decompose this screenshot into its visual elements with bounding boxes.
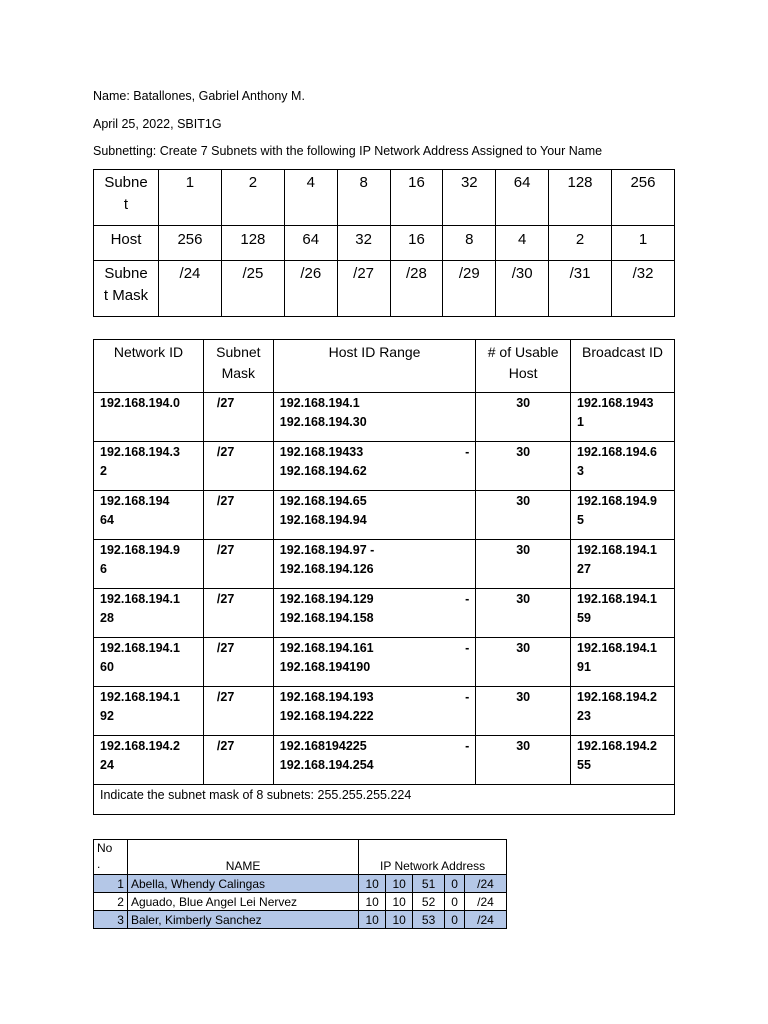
row-number: 3 — [94, 911, 128, 929]
ip-octet: 0 — [445, 893, 465, 911]
range-end: 192.168.194.222 — [279, 709, 374, 723]
subnet-mask-cell: /27 — [203, 589, 273, 638]
range-dash: - — [465, 690, 470, 704]
table-row — [94, 540, 675, 589]
value-cell: 1 — [159, 170, 222, 226]
ip-assignment-table — [93, 839, 507, 929]
value-cell: /26 — [284, 261, 337, 317]
ip-prefix: /24 — [465, 911, 507, 929]
range-dash: - — [465, 641, 470, 655]
subnet-mask-cell: /27 — [203, 540, 273, 589]
subnet-mask-cell: /27 — [203, 491, 273, 540]
range-end: 192.168.194.158 — [279, 611, 374, 625]
student-name: Aguado, Blue Angel Lei Nervez — [127, 893, 358, 911]
ip-octet: 0 — [445, 875, 465, 893]
range-start — [280, 443, 470, 462]
value-cell: 16 — [390, 226, 443, 261]
value-cell: /32 — [611, 261, 674, 317]
range-end: 192.168.194.94 — [279, 513, 367, 527]
subnet-mask-cell: /27 — [203, 736, 273, 785]
usable-host-cell: 30 — [476, 393, 571, 442]
network-id-cell: 192.168.194.0 — [94, 393, 204, 442]
range-start — [280, 394, 470, 413]
task-instruction-line: Subnetting: Create 7 Subnets with the following IP Network Address Assigned to Your Name — [93, 144, 603, 158]
table-row — [94, 491, 675, 540]
column-header: Host ID Range — [273, 340, 476, 393]
subnet-mask-cell: /27 — [203, 638, 273, 687]
table-header-row — [94, 340, 675, 393]
broadcast-id-cell: 192.168.194.2 55 — [571, 736, 675, 785]
table-row — [94, 393, 675, 442]
value-cell: /30 — [496, 261, 549, 317]
list-item — [94, 893, 507, 911]
list-item — [94, 875, 507, 893]
value-cell: 1 — [611, 226, 674, 261]
host-range-cell — [273, 393, 476, 442]
broadcast-id-cell: 192.168.194.1 27 — [571, 540, 675, 589]
address-header: IP Network Address — [359, 840, 507, 875]
value-cell: 2 — [221, 170, 284, 226]
host-range-cell — [273, 442, 476, 491]
value-cell: 64 — [496, 170, 549, 226]
value-cell: /25 — [221, 261, 284, 317]
range-start-text: 192.168.194.161 — [279, 641, 374, 655]
broadcast-id-cell: 192.168.1943 1 — [571, 393, 675, 442]
column-header: Subnet Mask — [203, 340, 273, 393]
table-footer-row — [94, 785, 675, 815]
student-name: Baler, Kimberly Sanchez — [127, 911, 358, 929]
range-end: 192.168.194.126 — [279, 562, 374, 576]
range-end: 192.168.194.254 — [279, 758, 374, 772]
host-range-cell — [273, 540, 476, 589]
ip-prefix: /24 — [465, 893, 507, 911]
ip-octet: 0 — [445, 911, 465, 929]
value-cell: 16 — [390, 170, 443, 226]
range-start — [280, 639, 470, 658]
column-header: Broadcast ID — [571, 340, 675, 393]
usable-host-cell: 30 — [476, 687, 571, 736]
broadcast-id-cell: 192.168.194.1 59 — [571, 589, 675, 638]
network-id-cell: 192.168.194.1 92 — [94, 687, 204, 736]
value-cell: 128 — [221, 226, 284, 261]
range-start — [280, 737, 470, 756]
subnet-mask-note: Indicate the subnet mask of 8 subnets: 255.255.255.224 — [94, 785, 675, 815]
subnet-reference-table — [93, 169, 675, 317]
table-row — [94, 589, 675, 638]
range-end: 192.168.194.62 — [279, 464, 367, 478]
usable-host-cell: 30 — [476, 589, 571, 638]
usable-host-cell: 30 — [476, 736, 571, 785]
network-id-cell: 192.168.194 64 — [94, 491, 204, 540]
network-id-cell: 192.168.194.3 2 — [94, 442, 204, 491]
subnet-table-row — [94, 170, 675, 226]
value-cell: /29 — [443, 261, 496, 317]
row-header-cell: Subne t Mask — [94, 261, 159, 317]
range-start-text: 192.168.194.193 — [279, 690, 374, 704]
broadcast-id-cell: 192.168.194.1 91 — [571, 638, 675, 687]
network-id-cell: 192.168.194.1 28 — [94, 589, 204, 638]
subnet-ranges-table — [93, 339, 675, 815]
range-dash: - — [465, 592, 470, 606]
range-dash: - — [465, 445, 470, 459]
ip-octet: 10 — [359, 875, 386, 893]
broadcast-id-cell: 192.168.194.6 3 — [571, 442, 675, 491]
network-id-cell: 192.168.194.1 60 — [94, 638, 204, 687]
range-start-text: 192.168.194.65 — [279, 494, 367, 508]
row-number: 2 — [94, 893, 128, 911]
value-cell: 256 — [611, 170, 674, 226]
host-range-cell — [273, 736, 476, 785]
subnet-mask-cell: /27 — [203, 393, 273, 442]
student-name: Abella, Whendy Calingas — [127, 875, 358, 893]
value-cell: 8 — [443, 226, 496, 261]
ip-octet: 51 — [413, 875, 445, 893]
subnet-mask-cell: /27 — [203, 687, 273, 736]
range-start-text: 192.168.194.1 — [279, 396, 360, 410]
range-start-text: 192.168.19433 — [279, 445, 364, 459]
usable-host-cell: 30 — [476, 638, 571, 687]
table-row — [94, 442, 675, 491]
name-header: NAME — [127, 840, 358, 875]
usable-host-cell: 30 — [476, 442, 571, 491]
table-row — [94, 687, 675, 736]
column-header: # of Usable Host — [476, 340, 571, 393]
table-row — [94, 638, 675, 687]
value-cell: 4 — [496, 226, 549, 261]
value-cell: 32 — [337, 226, 390, 261]
ip-octet: 10 — [359, 911, 386, 929]
value-cell: 128 — [549, 170, 612, 226]
host-range-cell — [273, 491, 476, 540]
usable-host-cell: 30 — [476, 491, 571, 540]
ip-octet: 10 — [386, 893, 413, 911]
value-cell: 8 — [337, 170, 390, 226]
value-cell: 2 — [549, 226, 612, 261]
value-cell: /24 — [159, 261, 222, 317]
range-start — [280, 590, 470, 609]
range-start-text: 192.168.194.97 - — [279, 543, 375, 557]
table-row — [94, 736, 675, 785]
value-cell: 64 — [284, 226, 337, 261]
range-start-text: 192.168194225 — [279, 739, 367, 753]
subnet-table-row — [94, 261, 675, 317]
row-header-cell: Subne t — [94, 170, 159, 226]
range-start — [280, 541, 470, 560]
value-cell: /27 — [337, 261, 390, 317]
value-cell: 4 — [284, 170, 337, 226]
range-dash: - — [465, 739, 470, 753]
range-end: 192.168.194190 — [279, 660, 371, 674]
value-cell: /28 — [390, 261, 443, 317]
ip-octet: 53 — [413, 911, 445, 929]
host-range-cell — [273, 638, 476, 687]
ip-octet: 10 — [386, 911, 413, 929]
value-cell: 256 — [159, 226, 222, 261]
host-range-cell — [273, 687, 476, 736]
broadcast-id-cell: 192.168.194.2 23 — [571, 687, 675, 736]
range-start — [280, 688, 470, 707]
network-id-cell: 192.168.194.9 6 — [94, 540, 204, 589]
date-section-line: April 25, 2022, SBIT1G — [93, 117, 222, 131]
student-name-line: Name: Batallones, Gabriel Anthony M. — [93, 89, 305, 103]
usable-host-cell: 30 — [476, 540, 571, 589]
row-header-cell: Host — [94, 226, 159, 261]
row-number: 1 — [94, 875, 128, 893]
range-start — [280, 492, 470, 511]
network-id-cell: 192.168.194.2 24 — [94, 736, 204, 785]
no-header: No . — [94, 840, 128, 875]
column-header: Network ID — [94, 340, 204, 393]
subnet-table-row — [94, 226, 675, 261]
value-cell: 32 — [443, 170, 496, 226]
value-cell: /31 — [549, 261, 612, 317]
ip-octet: 10 — [386, 875, 413, 893]
ip-prefix: /24 — [465, 875, 507, 893]
list-item — [94, 911, 507, 929]
ip-octet: 52 — [413, 893, 445, 911]
range-end: 192.168.194.30 — [279, 415, 367, 429]
assignment-header-row — [94, 840, 507, 875]
subnet-mask-cell: /27 — [203, 442, 273, 491]
ip-octet: 10 — [359, 893, 386, 911]
broadcast-id-cell: 192.168.194.9 5 — [571, 491, 675, 540]
host-range-cell — [273, 589, 476, 638]
range-start-text: 192.168.194.129 — [279, 592, 374, 606]
